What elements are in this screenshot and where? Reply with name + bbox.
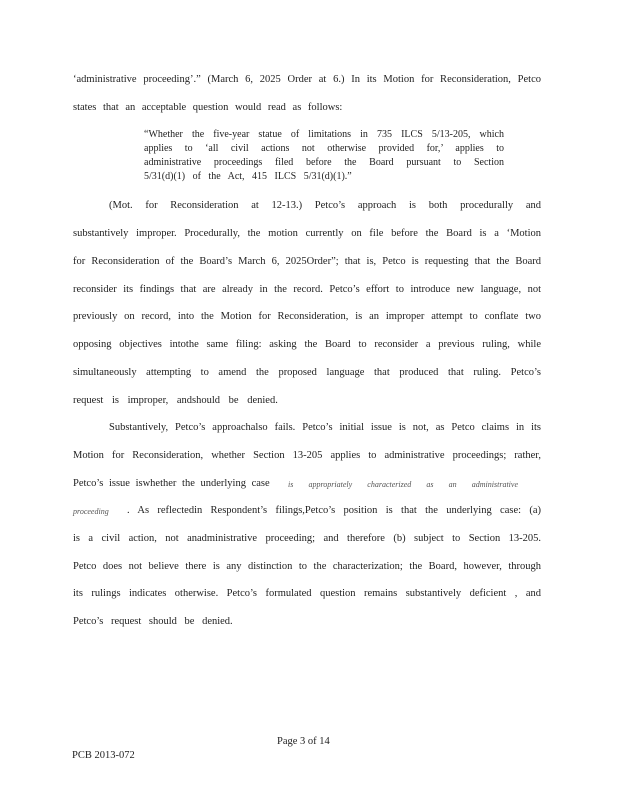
body-line-13: Petco’s issue iswhether the underlying case	[73, 478, 270, 489]
body-line-5: for Reconsideration of the Board’s March 6, 2025Order”; that is, Petco is requesting that the Board	[73, 256, 541, 267]
case-number: PCB 2013-072	[72, 750, 135, 761]
body-line-1: ‘administrative proceeding’.” (March 6, 2025 Order at 6.) In its Motion for Reconsideration, Petco	[73, 74, 541, 85]
body-line-4: substantively improper. Procedurally, the motion currently on file before the Board is a ‘Motion	[73, 228, 541, 239]
body-line-7: previously on record, into the Motion for Reconsideration, is an improper attempt to conflate two	[73, 311, 541, 322]
body-line-16: Petco does not believe there is any distinction to the characterization; the Board, however, through	[73, 561, 541, 572]
body-line-9: simultaneously attempting to amend the proposed language that produced that ruling. Petco’s	[73, 367, 541, 378]
page-number: Page 3 of 14	[277, 736, 330, 747]
body-line-17: its rulings indicates otherwise. Petco’s formulated question remains substantively deficient , and	[73, 588, 541, 599]
body-line-15: is a civil action, not anadministrative proceeding; and therefore (b) subject to Section 13-205.	[73, 533, 541, 544]
body-line-6: reconsider its findings that are already in the record. Petco’s effort to introduce new language, not	[73, 284, 541, 295]
italic-phrase-2: proceeding	[73, 507, 109, 516]
body-line-12: Motion for Reconsideration, whether Section 13-205 applies to administrative proceedings; rather,	[73, 450, 541, 461]
quote-line-3: administrative proceedings filed before the Board pursuant to Section	[144, 157, 504, 168]
quote-line-2: applies to ‘all civil actions not otherwise provided for,’ applies to	[144, 143, 504, 154]
italic-phrase-1: is appropriately characterized as an administrative	[288, 480, 518, 489]
body-line-14: . As reflectedin Respondent’s filings,Petco’s position is that the underlying case: (a)	[127, 505, 541, 516]
quote-line-4: 5/31(d)(1) of the Act, 415 ILCS 5/31(d)(1).”	[144, 171, 352, 182]
body-line-3: (Mot. for Reconsideration at 12-13.) Petco’s approach is both procedurally and	[109, 200, 541, 211]
body-line-10: request is improper, andshould be denied.	[73, 395, 278, 406]
body-line-8: opposing objectives intothe same filing: asking the Board to reconsider a previous ruling, while	[73, 339, 541, 350]
body-line-18: Petco’s request should be denied.	[73, 616, 233, 627]
body-line-11: Substantively, Petco’s approachalso fails. Petco’s initial issue is not, as Petco claims in its	[109, 422, 541, 433]
quote-line-1: “Whether the five-year statue of limitations in 735 ILCS 5/13-205, which	[144, 129, 504, 140]
body-line-2: states that an acceptable question would read as follows:	[73, 102, 343, 113]
